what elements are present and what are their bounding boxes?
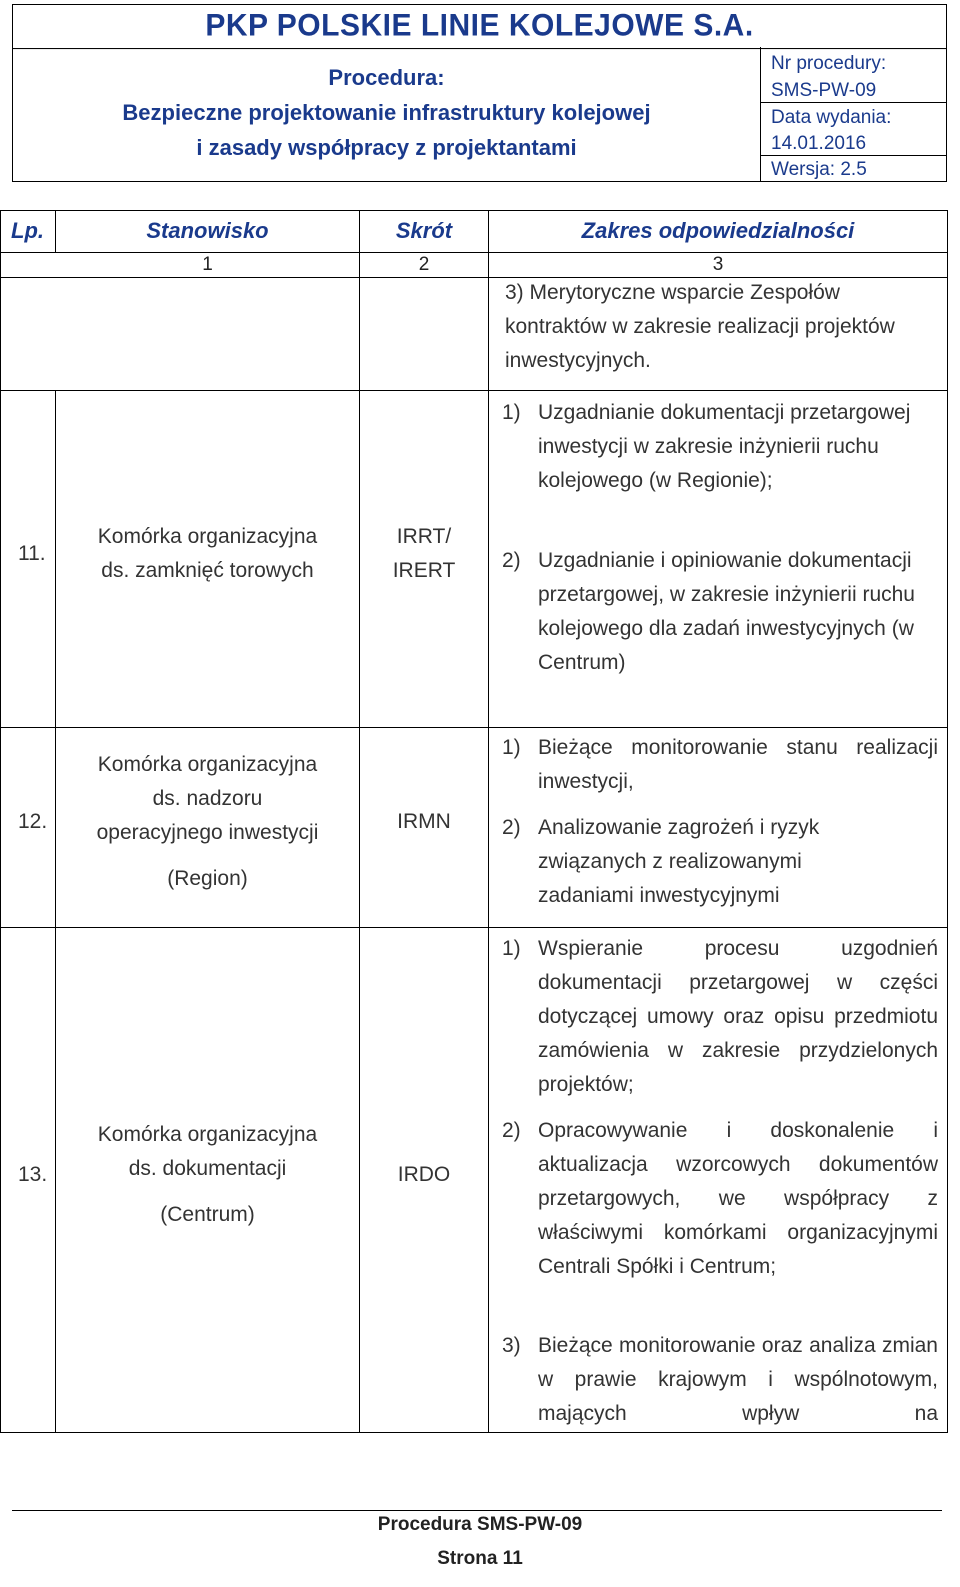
row-13-item-2-number: 2)	[502, 1119, 521, 1142]
row-12-item-1-text: Bieżące monitorowanie stanu realizacji inwestycji,	[538, 736, 938, 793]
row-11-abbreviation-line2: IRERT	[392, 559, 456, 582]
row-12-position	[56, 748, 359, 896]
row-12-position-line3: operacyjnego inwestycji	[96, 821, 319, 844]
company-name: PKP POLSKIE LINIE KOLEJOWE S.A.	[13, 4, 946, 49]
row-13-abbreviation: IRDO	[397, 1163, 451, 1186]
column-number-3: 3	[712, 254, 724, 275]
document-header	[12, 4, 947, 182]
version-value: 2.5	[840, 159, 867, 180]
row-11-item-1-number: 1)	[502, 401, 521, 424]
footer-rule	[12, 1510, 942, 1511]
row-12-abbreviation: IRMN	[397, 810, 451, 833]
continuation-item-text: 3) Merytoryczne wsparcie Zespołów kontraktów w zakresie realizacji projektów inwestycyjnych.	[505, 281, 895, 372]
procedure-number-cell	[761, 47, 947, 103]
row-11-position-line2: ds. zamknięć torowych	[101, 559, 314, 582]
row-11-item-1-text: Uzgadnianie dokumentacji przetargowej inwestycji w zakresie inżynierii ruchu kolejowego (w Regionie);	[538, 401, 911, 492]
row-12-item-2-text: Analizowanie zagrożeń i ryzyk związanych z realizowanymi zadaniami inwestycyjnymi	[538, 816, 820, 907]
row-12-item-2-number: 2)	[502, 816, 521, 839]
row-13-item-1	[502, 932, 938, 1102]
row-12-position-line2: ds. nadzoru	[152, 787, 263, 810]
row-13-position	[56, 1118, 359, 1232]
row-11-position	[56, 520, 359, 588]
column-header-lp: Lp.	[11, 218, 44, 243]
procedure-title-line1: Bezpieczne projektowanie infrastruktury kolejowej	[122, 100, 651, 125]
footer-page-number: Strona 11	[437, 1548, 523, 1569]
row-13-position-line2: ds. dokumentacji	[128, 1157, 287, 1180]
row-13-item-2-text: Opracowywanie i doskonalenie i aktualizacja wzorcowych dokumentów przetargowych, we współpracy z właściwymi komórkami organizacyjnymi Centrali Spółki i Centrum;	[538, 1119, 938, 1278]
row-12-item-1-number: 1)	[502, 736, 521, 759]
row-11-item-2-text: Uzgadnianie i opiniowanie dokumentacji przetargowej, w zakresie inżynierii ruchu kolejowego dla zadań inwestycyjnych (w Centrum)	[538, 549, 915, 674]
version-cell	[761, 156, 947, 181]
row-11-item-2	[502, 544, 930, 680]
procedure-title-line2: i zasady współpracy z projektantami	[196, 135, 577, 160]
footer-procedure: Procedura SMS-PW-09	[377, 1514, 583, 1535]
row-11-item-1	[502, 396, 930, 498]
row-13-position-line3: (Centrum)	[160, 1203, 255, 1226]
row-13-lp: 13.	[18, 1163, 48, 1186]
procedure-title-block	[13, 47, 761, 181]
row-13-item-1-text: Wspieranie procesu uzgodnień dokumentacji przetargowej w części dotyczącej umowy oraz opisu przedmiotu zamówienia w zakresie przydzielonych projektów;	[538, 937, 938, 1096]
column-number-2: 2	[418, 254, 430, 275]
row-11-lp: 11.	[18, 542, 46, 565]
issue-date-label: Data wydania:	[771, 107, 892, 128]
column-header-abbreviation: Skrót	[395, 218, 453, 243]
procedure-number-label: Nr procedury:	[771, 53, 887, 74]
row-12-item-2	[502, 811, 938, 913]
row-13-item-3-number: 3)	[502, 1334, 521, 1357]
row-12-lp: 12.	[18, 810, 48, 833]
column-number-1: 1	[202, 254, 213, 275]
row-12-position-line1: Komórka organizacyjna	[97, 753, 318, 776]
row-12-item-1	[502, 731, 938, 799]
row-11-position-line1: Komórka organizacyjna	[97, 525, 318, 548]
procedure-meta	[761, 47, 947, 181]
column-header-position: Stanowisko	[146, 218, 269, 243]
continuation-item	[505, 276, 935, 378]
row-12-position-line4: (Region)	[167, 867, 248, 890]
row-13-item-3-text: Bieżące monitorowanie oraz analiza zmian w prawie krajowym i wspólnotowym, mających wpływ na	[538, 1334, 938, 1425]
row-11-abbreviation	[360, 520, 488, 588]
column-header-responsibility: Zakres odpowiedzialności	[581, 218, 855, 243]
issue-date-cell	[761, 103, 947, 156]
row-13-item-1-number: 1)	[502, 937, 521, 960]
row-13-position-line1: Komórka organizacyjna	[97, 1123, 318, 1146]
row-13-item-2	[502, 1114, 938, 1284]
row-11-abbreviation-line1: IRRT/	[396, 525, 452, 548]
issue-date-value: 14.01.2016	[771, 133, 867, 154]
procedure-label: Procedura:	[328, 65, 445, 90]
procedure-number-value: SMS-PW-09	[771, 80, 877, 101]
row-11-item-2-number: 2)	[502, 549, 521, 572]
version-label: Wersja:	[771, 159, 836, 180]
row-13-item-3	[502, 1329, 938, 1431]
